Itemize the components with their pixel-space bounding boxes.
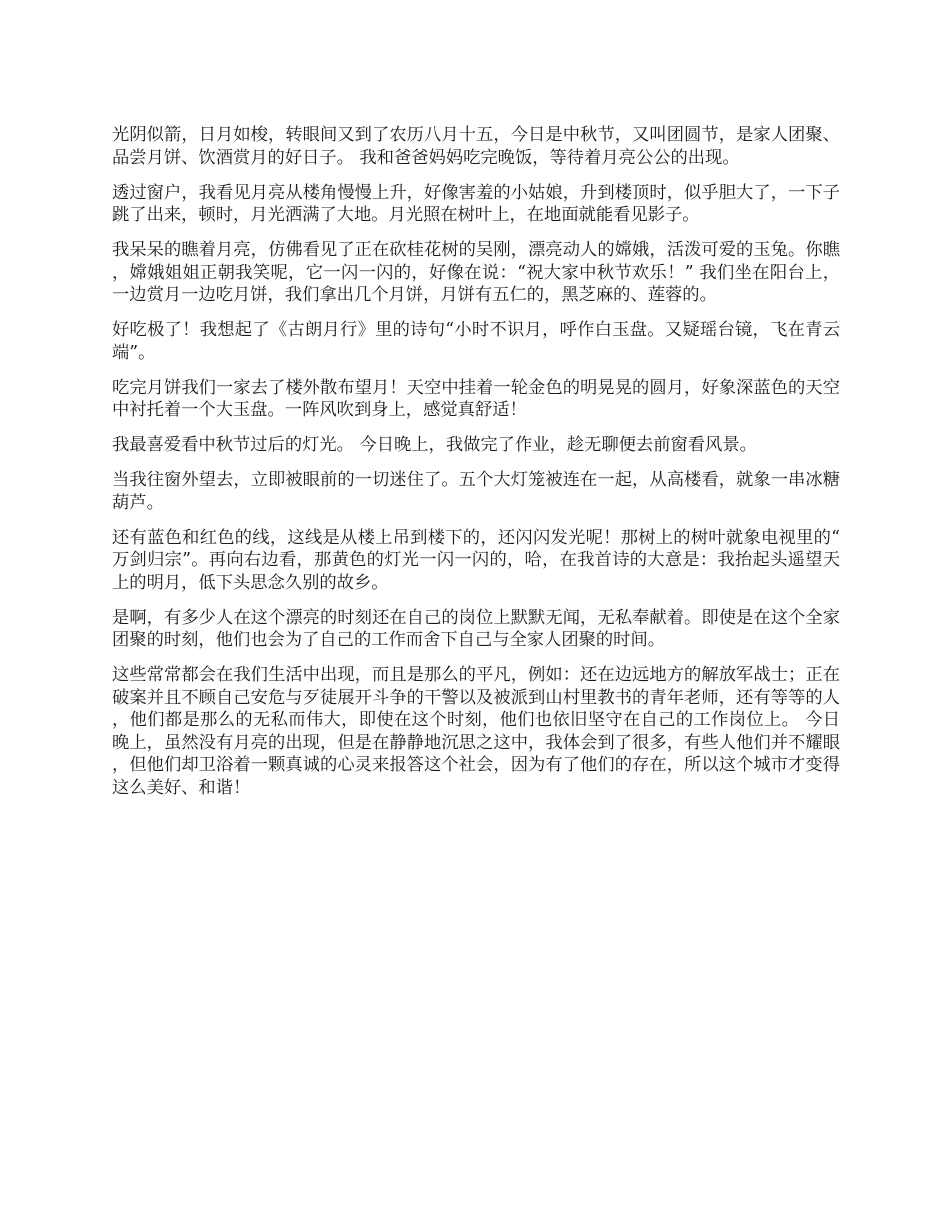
- paragraph: 吃完月饼我们一家去了楼外散布望月！天空中挂着一轮金色的明晃晃的圆月，好象深蓝色的天空中衬托着一个大玉盘。一阵风吹到身上，感觉真舒适！: [112, 377, 840, 420]
- paragraph: 当我往窗外望去，立即被眼前的一切迷住了。五个大灯笼被连在一起，从高楼看，就象一串冰糖葫芦。: [112, 470, 840, 513]
- paragraph: 是啊，有多少人在这个漂亮的时刻还在自己的岗位上默默无闻，无私奉献着。即使是在这个全家团聚的时刻，他们也会为了自己的工作而舍下自己与全家人团聚的时间。: [112, 607, 840, 650]
- paragraph: 还有蓝色和红色的线，这线是从楼上吊到楼下的，还闪闪发光呢！那树上的树叶就象电视里的“万剑归宗”。再向右边看，那黄色的灯光一闪一闪的，哈，在我首诗的大意是：我抬起头遥望天上的明月，低下头思念久别的故乡。: [112, 527, 840, 593]
- paragraph: 光阴似箭，日月如梭，转眼间又到了农历八月十五，今日是中秋节，又叫团圆节，是家人团聚、品尝月饼、饮酒赏月的好日子。 我和爸爸妈妈吃完晚饭，等待着月亮公公的出现。: [112, 125, 840, 168]
- paragraph: 我呆呆的瞧着月亮，仿佛看见了正在砍桂花树的吴刚，漂亮动人的嫦娥，活泼可爱的玉兔。你瞧，嫦娥姐姐正朝我笑呢，它一闪一闪的，好像在说：“祝大家中秋节欢乐！” 我们坐在阳台上，一边赏月一边吃月饼，我们拿出几个月饼，月饼有五仁的，黑芝麻的、莲蓉的。: [112, 240, 840, 305]
- paragraph: 这些常常都会在我们生活中出现，而且是那么的平凡，例如：还在边远地方的解放军战士；正在破案并且不顾自己安危与歹徒展开斗争的干警以及被派到山村里教书的青年老师，还有等等的人，他们都是那么的无私而伟大，即使在这个时刻，他们也依旧坚守在自己的工作岗位上。 今日晚上，虽然没有月亮的出现，但是在静静地沉思之这中，我体会到了很多，有些人他们并不耀眼，但他们却卫浴着一颗真诚的心灵来报答这个社会，因为有了他们的存在，所以这个城市才变得这么美好、和谐！: [112, 665, 840, 798]
- paragraph: 透过窗户，我看见月亮从楼角慢慢上升，好像害羞的小姑娘，升到楼顶时，似乎胆大了，一下子跳了出来，顿时，月光洒满了大地。月光照在树叶上，在地面就能看见影子。: [112, 182, 840, 225]
- paragraph: 我最喜爱看中秋节过后的灯光。 今日晚上，我做完了作业，趁无聊便去前窗看风景。: [112, 435, 757, 455]
- document-body: [112, 124, 840, 812]
- paragraph: 好吃极了！我想起了《古朗月行》里的诗句“小时不识月，呼作白玉盘。又疑瑶台镜，飞在青云端”。: [112, 320, 840, 363]
